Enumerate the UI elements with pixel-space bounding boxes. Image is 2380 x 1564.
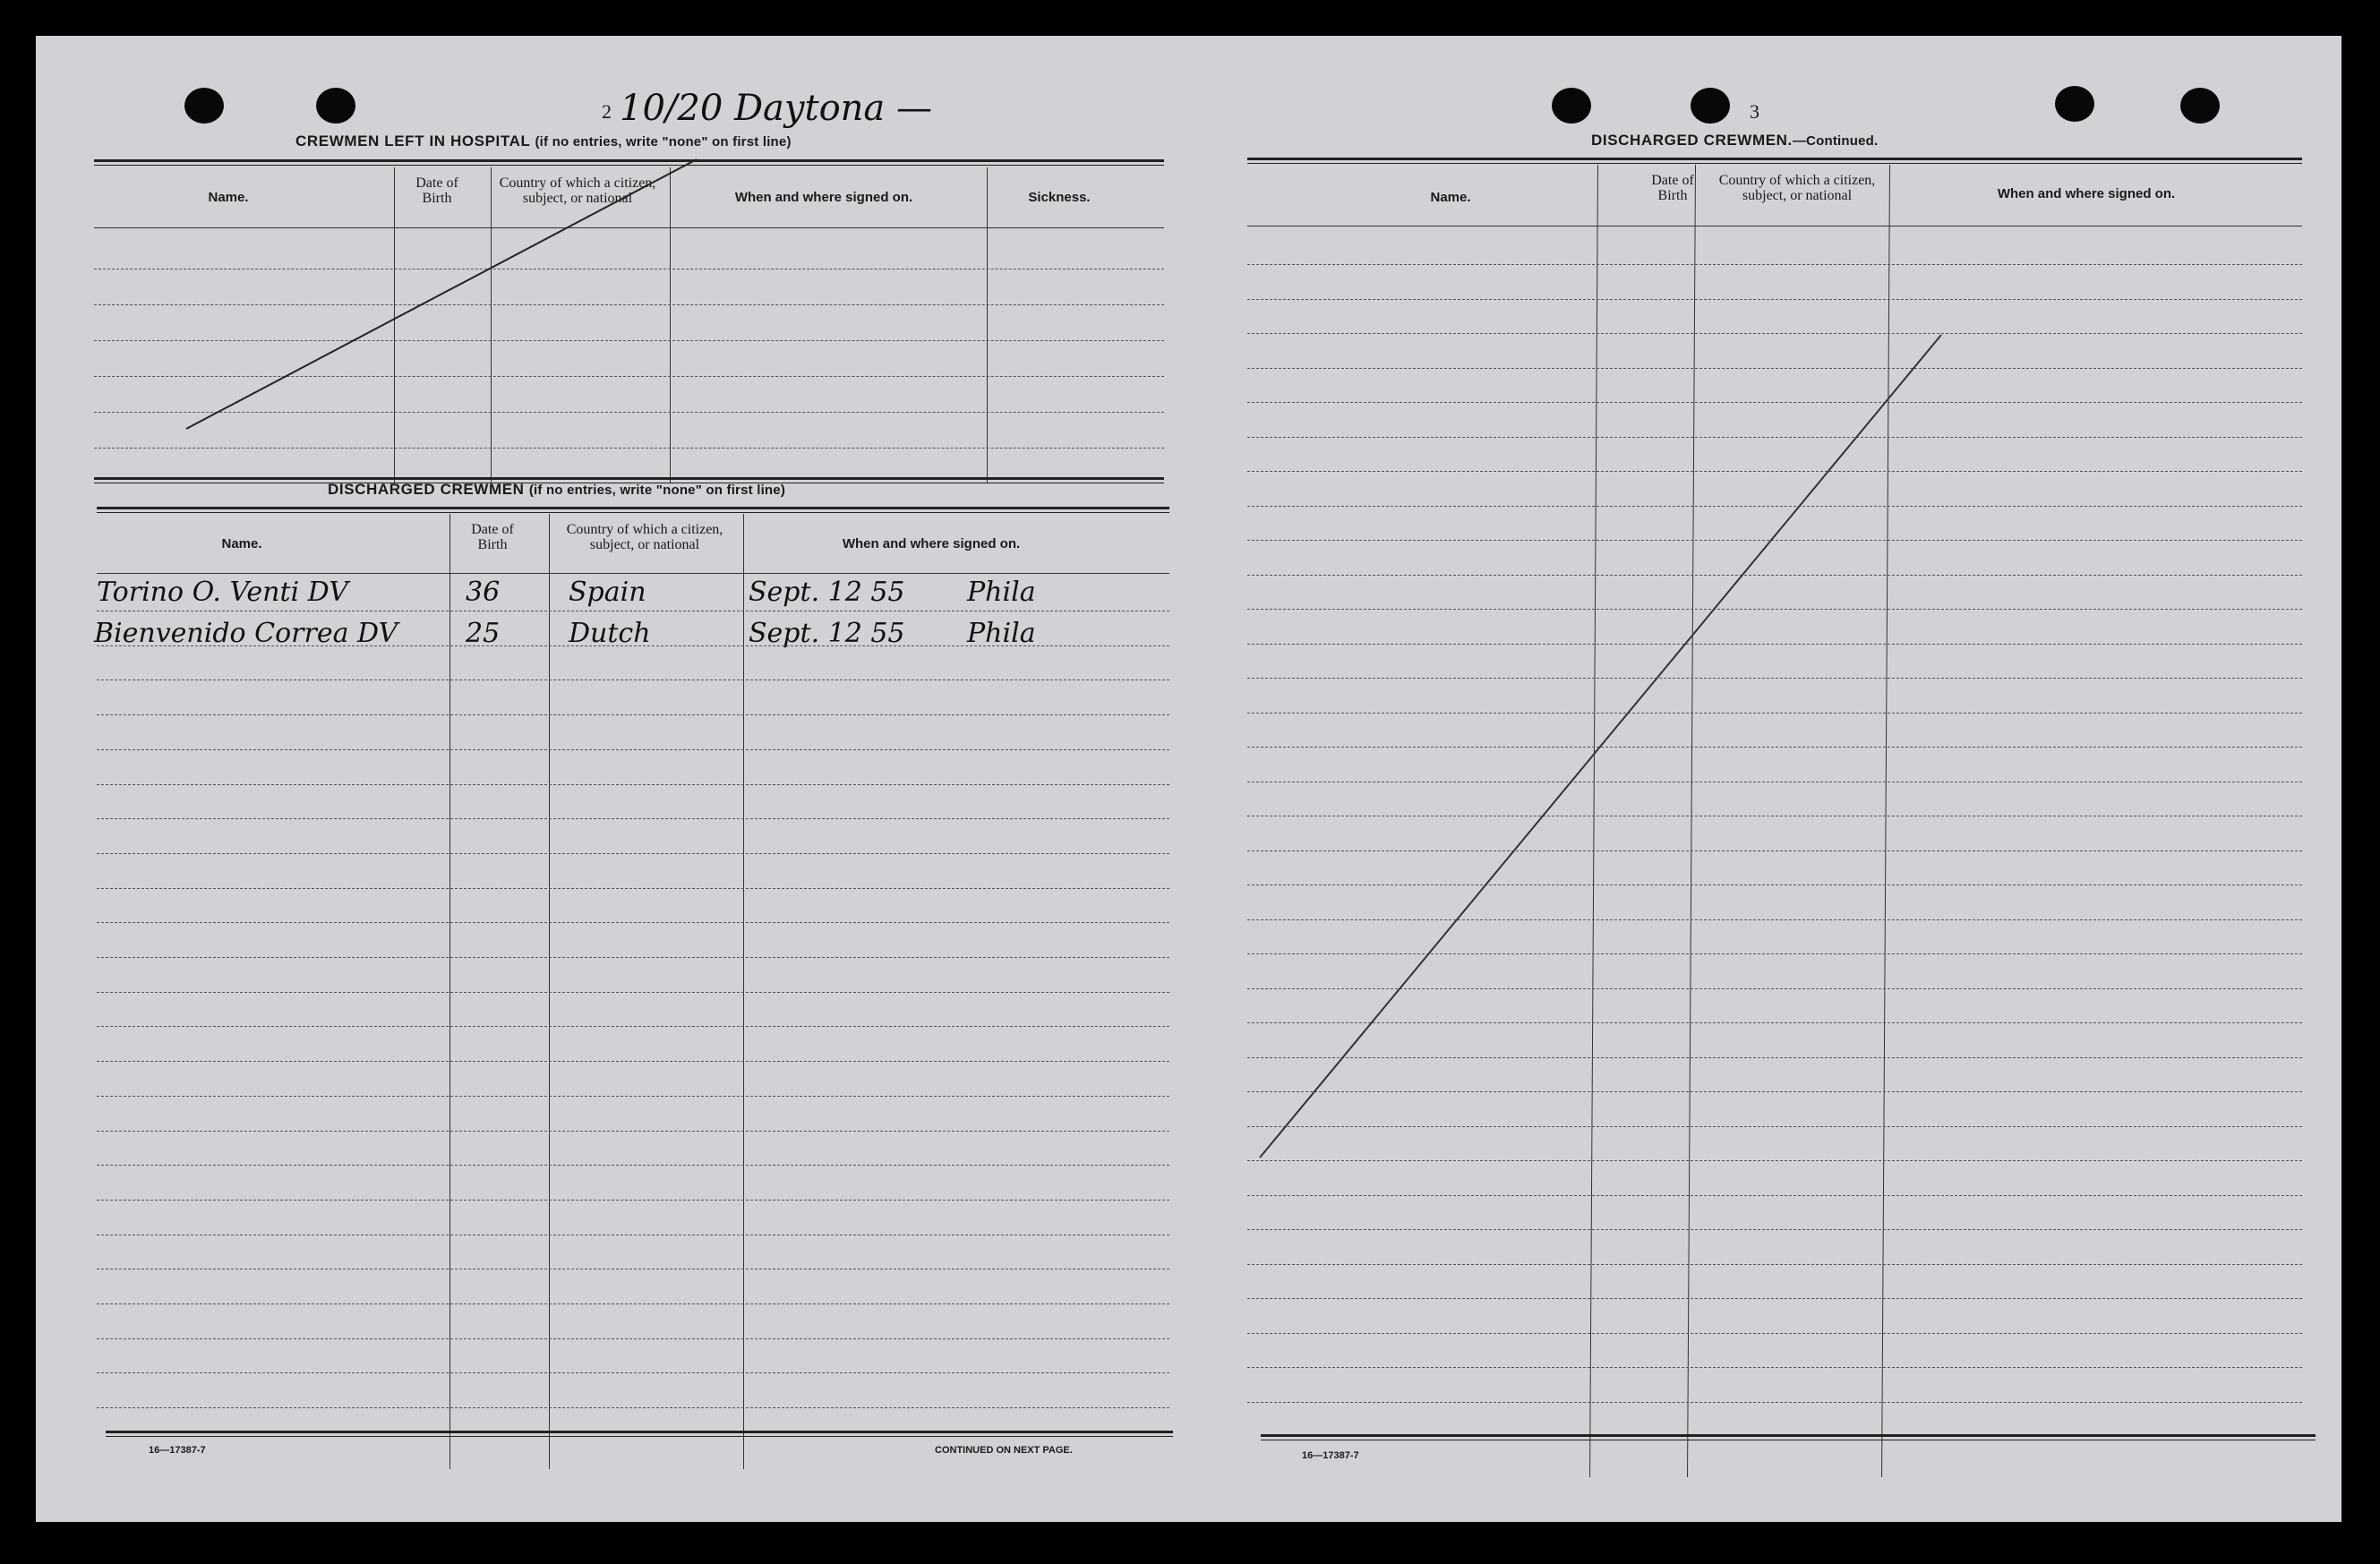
hospital-section-title: CREWMEN LEFT IN HOSPITAL (if no entries, write "none" on first line) bbox=[295, 132, 792, 150]
entry-dob: 25 bbox=[466, 618, 501, 649]
hospital-col-name: Name. bbox=[208, 190, 249, 205]
continued-on-next-page: CONTINUED ON NEXT PAGE. bbox=[935, 1445, 1073, 1456]
right-page-strike-line bbox=[1260, 335, 1941, 1158]
hospital-col-dob: Date of Birth bbox=[415, 175, 458, 206]
entry-signed-place: Phila bbox=[967, 618, 1036, 649]
entry-signed-date: Sept. 12 55 bbox=[749, 618, 905, 649]
discharged-section-title: DISCHARGED CREWMEN (if no entries, write "none" on first line) bbox=[328, 481, 786, 498]
ledger-paper bbox=[36, 36, 2341, 1522]
right-page-number: 3 bbox=[1750, 100, 1759, 123]
entry-signed-date: Sept. 12 55 bbox=[749, 577, 905, 608]
right-section-title: DISCHARGED CREWMEN.—Continued. bbox=[1591, 132, 1879, 149]
entry-country: Spain bbox=[569, 577, 646, 608]
hospital-col-signed: When and where signed on. bbox=[734, 190, 913, 205]
entry-dob: 36 bbox=[466, 577, 501, 608]
right-col-country: Country of which a citizen, subject, or national bbox=[1718, 173, 1876, 203]
pen-marks bbox=[36, 36, 2341, 1522]
right-col-name: Name. bbox=[1430, 190, 1471, 205]
right-form-number: 16—17387-7 bbox=[1302, 1450, 1359, 1461]
right-col-signed: When and where signed on. bbox=[1997, 186, 2176, 201]
entry-signed-place: Phila bbox=[967, 577, 1036, 608]
discharged-col-country: Country of which a citizen, subject, or national bbox=[566, 522, 723, 552]
handwritten-note: 10/20 Daytona — bbox=[620, 88, 932, 129]
discharged-col-name: Name. bbox=[221, 536, 262, 551]
hospital-strike-line bbox=[186, 159, 697, 429]
discharged-col-dob: Date of Birth bbox=[471, 522, 514, 552]
left-page-number: 2 bbox=[602, 100, 612, 123]
entry-name: Bienvenido Correa DV bbox=[94, 618, 398, 649]
left-form-number: 16—17387-7 bbox=[149, 1445, 206, 1456]
right-col-dob: Date of Birth bbox=[1651, 173, 1694, 203]
hospital-col-country: Country of which a citizen, subject, or national bbox=[499, 175, 656, 206]
hospital-col-sickness: Sickness. bbox=[1028, 190, 1091, 205]
entry-country: Dutch bbox=[569, 618, 651, 649]
entry-name: Torino O. Venti DV bbox=[97, 577, 348, 608]
discharged-col-signed: When and where signed on. bbox=[842, 536, 1021, 551]
